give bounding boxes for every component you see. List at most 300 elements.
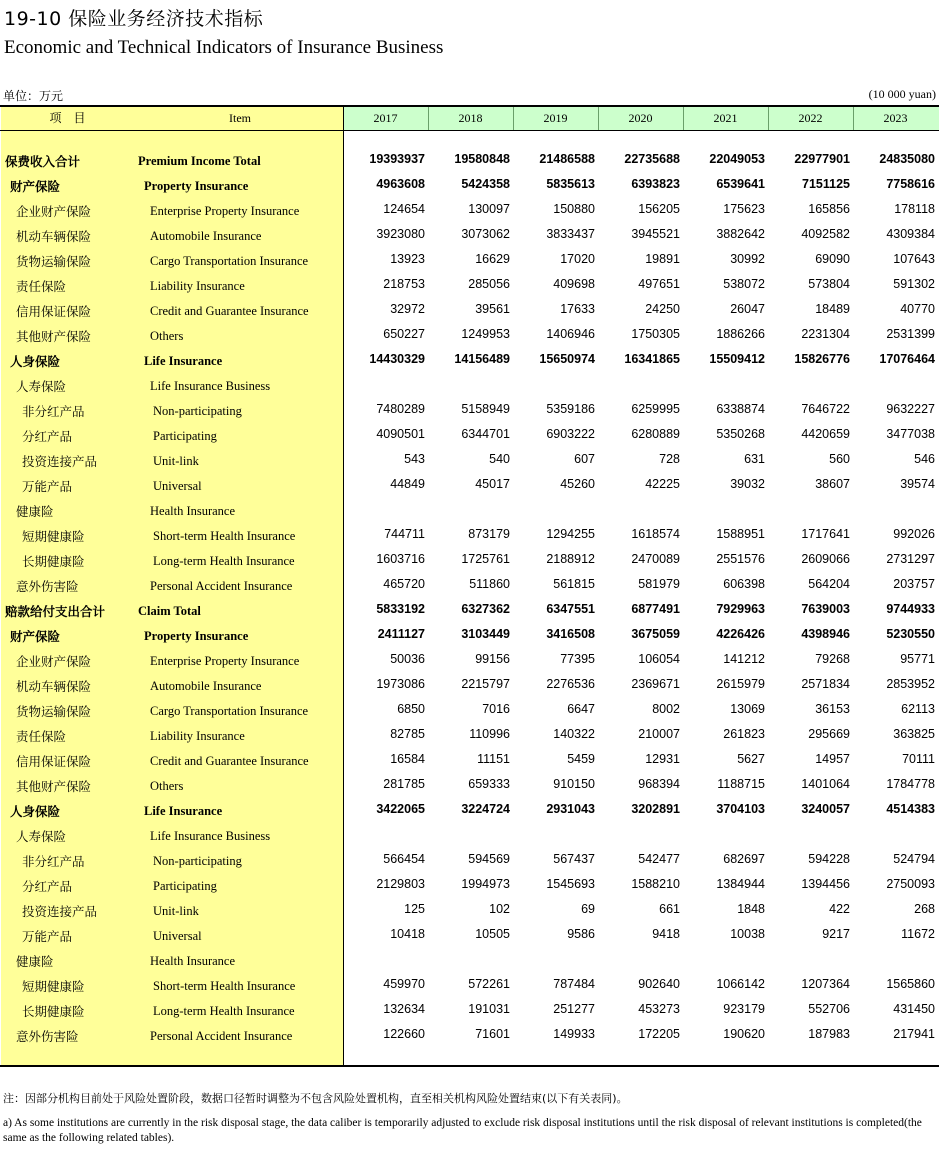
cell-2023: 3477038 [886,427,935,441]
row-label-cn: 长期健康险 [22,1004,85,1019]
row-label-cn: 意外伤害险 [16,1029,79,1044]
table-row [0,774,939,799]
cell-2021: 538072 [723,277,765,291]
row-label-cn: 机动车辆保险 [16,229,92,244]
header-column-divider [428,107,429,130]
cell-2021: 1886266 [716,327,765,341]
cell-2023: 992026 [893,527,935,541]
row-label-en: Participating [153,879,217,893]
cell-2020: 453273 [638,1002,680,1016]
cell-2022: 573804 [808,277,850,291]
header-column-divider [513,107,514,130]
cell-2022: 295669 [808,727,850,741]
cell-2023: 9744933 [886,602,935,616]
cell-2017: 4090501 [376,427,425,441]
row-label-cn: 人身保险 [10,354,61,369]
cell-2021: 22049053 [709,152,765,166]
cell-2021: 7929963 [716,602,765,616]
cell-2017: 124654 [383,202,425,216]
cell-2022: 7646722 [801,402,850,416]
table-row [0,649,939,674]
header-bottom-rule [0,130,939,131]
cell-2023: 2853952 [886,677,935,691]
cell-2022: 1401064 [801,777,850,791]
cell-2017: 50036 [390,652,425,666]
unit-label-cn: 单位：万元 [3,89,64,103]
cell-2022: 9217 [822,927,850,941]
cell-2022: 3240057 [801,802,850,816]
cell-2021: 3704103 [716,802,765,816]
row-label-en: Universal [153,929,202,943]
cell-2022: 14957 [815,752,850,766]
row-label-cn: 保费收入合计 [5,154,81,169]
cell-2021: 13069 [730,702,765,716]
cell-2020: 728 [659,452,680,466]
row-label-en: Health Insurance [150,954,236,968]
row-label-en: Enterprise Property Insurance [150,654,300,668]
cell-2020: 6877491 [631,602,680,616]
cell-2023: 1565860 [886,977,935,991]
cell-2023: 9632227 [886,402,935,416]
cell-2018: 659333 [468,777,510,791]
row-label-en: Short-term Health Insurance [153,979,296,993]
row-label-cn: 分红产品 [22,429,73,444]
cell-2023: 203757 [893,577,935,591]
cell-2020: 1588210 [631,877,680,891]
cell-2017: 744711 [384,527,425,541]
cell-2021: 6338874 [716,402,765,416]
row-label-en: Long-term Health Insurance [153,1004,295,1018]
row-label-cn: 万能产品 [22,929,73,944]
table-row [0,924,939,949]
row-label-cn: 分红产品 [22,879,73,894]
cell-2018: 5158949 [461,402,510,416]
row-label-cn: 短期健康险 [22,529,85,544]
cell-2020: 24250 [645,302,680,316]
cell-2023: 40770 [900,302,935,316]
cell-2021: 261823 [723,727,765,741]
row-label-en: Property Insurance [144,179,249,193]
cell-2021: 26047 [730,302,765,316]
cell-2021: 631 [744,452,765,466]
cell-2023: 217941 [893,1027,935,1041]
row-label-en: Others [150,329,184,343]
table-row [0,549,939,574]
cell-2021: 1384944 [716,877,765,891]
row-label-en: Cargo Transportation Insurance [150,704,309,718]
row-label-en: Non-participating [153,854,242,868]
cell-2022: 7151125 [802,177,850,191]
cell-2021: 10038 [730,927,765,941]
cell-2019: 3416508 [546,627,595,641]
cell-2017: 465720 [383,577,425,591]
cell-2021: 1066142 [716,977,765,991]
cell-2023: 363825 [893,727,935,741]
row-label-cn: 财产保险 [10,629,61,644]
cell-2021: 6539641 [716,177,765,191]
table-row [0,399,939,424]
cell-2018: 7016 [482,702,510,716]
row-label-cn: 其他财产保险 [16,779,92,794]
cell-2022: 2231304 [801,327,850,341]
header-item-cn: 项 目 [49,111,86,125]
cell-2019: 561815 [553,577,595,591]
cell-2021: 682697 [723,852,765,866]
row-label-cn: 财产保险 [10,179,61,194]
cell-2020: 22735688 [624,152,680,166]
cell-2022: 1394456 [801,877,850,891]
cell-2023: 4309384 [886,227,935,241]
cell-2023: 62113 [901,702,935,716]
cell-2020: 661 [659,902,680,916]
cell-2019: 2931043 [546,802,595,816]
row-label-cn: 责任保险 [16,729,67,744]
cell-2017: 566454 [383,852,425,866]
cell-2022: 1717641 [801,527,850,541]
table-row [0,499,939,524]
row-label-cn: 货物运输保险 [16,704,92,719]
cell-2017: 3422065 [376,802,425,816]
cell-2018: 540 [489,452,510,466]
cell-2018: 3073062 [461,227,510,241]
cell-2020: 3675059 [631,627,680,641]
table-row [0,999,939,1024]
cell-2019: 9586 [567,927,595,941]
cell-2017: 2411127 [377,627,425,641]
cell-2017: 125 [404,902,425,916]
cell-2023: 95771 [900,652,935,666]
cell-2018: 14156489 [454,352,510,366]
cell-2022: 22977901 [794,152,850,166]
cell-2023: 546 [914,452,935,466]
cell-2020: 210007 [638,727,680,741]
table-row [0,299,939,324]
row-label-cn: 其他财产保险 [16,329,92,344]
cell-2019: 567437 [553,852,595,866]
cell-2020: 12931 [645,752,680,766]
table-row [0,849,939,874]
cell-2018: 130097 [468,202,510,216]
cell-2020: 16341865 [624,352,680,366]
cell-2020: 8002 [652,702,680,716]
table-row [0,474,939,499]
row-label-cn: 信用保证保险 [16,754,92,769]
cell-2017: 1973086 [376,677,425,691]
row-label-en: Universal [153,479,202,493]
row-label-cn: 意外伤害险 [16,579,79,594]
table-row [0,174,939,199]
row-label-en: Non-participating [153,404,242,418]
header-item-en: Item [229,111,251,125]
cell-2019: 1406946 [546,327,595,341]
cell-2019: 77395 [560,652,595,666]
cell-2022: 7639003 [801,602,850,616]
row-label-en: Long-term Health Insurance [153,554,295,568]
cell-2022: 2571834 [801,677,850,691]
row-label-cn: 短期健康险 [22,979,85,994]
cell-2020: 42225 [645,477,680,491]
row-label-en: Personal Accident Insurance [150,579,293,593]
row-label-cn: 投资连接产品 [22,904,98,919]
cell-2021: 2551576 [716,552,765,566]
table-top-rule [0,105,939,107]
cell-2018: 6344701 [461,427,510,441]
table-row [0,349,939,374]
row-label-en: Credit and Guarantee Insurance [150,754,309,768]
table-row [0,749,939,774]
cell-2020: 19891 [645,252,680,266]
year-header-2020: 2020 [628,111,653,125]
cell-2022: 18489 [815,302,850,316]
table-row [0,324,939,349]
cell-2017: 7480289 [376,402,425,416]
table-row [0,199,939,224]
cell-2019: 6647 [567,702,595,716]
cell-2021: 923179 [723,1002,765,1016]
row-label-cn: 人身保险 [10,804,61,819]
cell-2017: 5833192 [376,602,425,616]
header-column-divider [853,107,854,130]
cell-2023: 2531399 [886,327,935,341]
row-label-en: Others [150,779,184,793]
table-row [0,949,939,974]
cell-2021: 39032 [730,477,765,491]
cell-2022: 38607 [815,477,850,491]
cell-2017: 10418 [390,927,425,941]
row-label-cn: 非分红产品 [22,854,85,869]
table-row [0,874,939,899]
cell-2022: 4092582 [801,227,850,241]
row-label-cn: 人寿保险 [16,379,67,394]
table-row [0,974,939,999]
cell-2020: 2470089 [631,552,680,566]
row-label-en: Life Insurance Business [150,379,271,393]
header-column-divider [598,107,599,130]
cell-2023: 178118 [894,202,935,216]
cell-2018: 3224724 [461,802,510,816]
table-row [0,249,939,274]
cell-2022: 594228 [808,852,850,866]
cell-2017: 14430329 [369,352,425,366]
cell-2023: 4514383 [886,802,935,816]
row-label-cn: 赔款给付支出合计 [5,604,106,619]
row-label-en: Unit-link [153,454,199,468]
cell-2021: 1588951 [716,527,765,541]
footnote-en: a) As some institutions are currently in the risk disposal stage, the data caliber is temporarily adjusted to exclude risk disposal institutions until the risk disposal of relevant institutions is completed(the same as the following related tables). [3,1117,922,1144]
cell-2023: 24835080 [879,152,935,166]
cell-2020: 902640 [638,977,680,991]
cell-2018: 1994973 [461,877,510,891]
cell-2019: 251277 [553,1002,595,1016]
cell-2020: 497651 [638,277,680,291]
row-label-en: Premium Income Total [138,154,261,168]
cell-2023: 431450 [893,1002,935,1016]
cell-2020: 3202891 [631,802,680,816]
cell-2021: 141212 [723,652,765,666]
cell-2020: 6280889 [631,427,680,441]
cell-2023: 268 [914,902,935,916]
table-row [0,224,939,249]
cell-2021: 5627 [737,752,765,766]
cell-2023: 591302 [893,277,935,291]
cell-2019: 149933 [553,1027,595,1041]
cell-2021: 1848 [737,902,765,916]
table-row [0,274,939,299]
cell-2022: 4420659 [801,427,850,441]
cell-2023: 7758616 [886,177,935,191]
row-label-cn: 投资连接产品 [22,454,98,469]
row-label-en: Participating [153,429,217,443]
cell-2019: 5459 [567,752,595,766]
cell-2017: 459970 [383,977,425,991]
cell-2023: 11672 [901,927,935,941]
cell-2018: 2215797 [461,677,510,691]
cell-2022: 422 [829,902,850,916]
cell-2019: 5359186 [546,402,595,416]
cell-2018: 285056 [468,277,510,291]
cell-2019: 1294255 [546,527,595,541]
table-row [0,824,939,849]
cell-2018: 45017 [475,477,510,491]
cell-2018: 3103449 [461,627,510,641]
cell-2018: 873179 [468,527,510,541]
cell-2018: 19580848 [454,152,510,166]
cell-2018: 110996 [469,727,510,741]
cell-2018: 191031 [468,1002,510,1016]
cell-2018: 11151 [477,752,510,766]
table-row [0,899,939,924]
cell-2020: 1618574 [631,527,680,541]
cell-2020: 968394 [638,777,680,791]
cell-2020: 9418 [652,927,680,941]
row-label-en: Automobile Insurance [150,679,262,693]
header-column-divider [768,107,769,130]
row-label-en: Life Insurance Business [150,829,271,843]
row-label-cn: 机动车辆保险 [16,679,92,694]
table-row [0,724,939,749]
row-label-en: Liability Insurance [150,279,245,293]
cell-2021: 15509412 [709,352,765,366]
cell-2017: 4963608 [376,177,425,191]
cell-2021: 175623 [723,202,765,216]
row-label-cn: 健康险 [16,504,54,519]
row-label-en: Personal Accident Insurance [150,1029,293,1043]
cell-2019: 2188912 [546,552,595,566]
table-bottom-rule [0,1065,939,1067]
table-row [0,1024,939,1049]
year-header-2019: 2019 [543,111,568,125]
year-header-2022: 2022 [798,111,823,125]
cell-2019: 45260 [560,477,595,491]
cell-2017: 2129803 [376,877,425,891]
row-label-en: Property Insurance [144,629,249,643]
row-label-cn: 非分红产品 [22,404,85,419]
cell-2023: 1784778 [886,777,935,791]
cell-2018: 511860 [469,577,510,591]
table-row [0,624,939,649]
cell-2017: 543 [404,452,425,466]
cell-2023: 39574 [900,477,935,491]
cell-2018: 99156 [475,652,510,666]
cell-2020: 581979 [638,577,680,591]
cell-2019: 2276536 [546,677,595,691]
cell-2018: 6327362 [461,602,510,616]
cell-2019: 787484 [553,977,595,991]
table-row [0,449,939,474]
cell-2019: 6903222 [546,427,595,441]
unit-label-en: (10 000 yuan) [868,87,936,101]
table-row [0,674,939,699]
cell-2021: 1188715 [717,777,765,791]
page-title-en: Economic and Technical Indicators of Insurance Business [4,37,444,58]
cell-2017: 44849 [390,477,425,491]
cell-2017: 13923 [390,252,425,266]
cell-2021: 5350268 [716,427,765,441]
table-row [0,524,939,549]
page-title-cn: 19-10 保险业务经济技术指标 [4,8,264,30]
cell-2018: 10505 [475,927,510,941]
cell-2019: 17633 [560,302,595,316]
cell-2020: 542477 [638,852,680,866]
cell-2018: 16629 [475,252,510,266]
cell-2020: 6393823 [631,177,680,191]
cell-2023: 2731297 [886,552,935,566]
row-label-cn: 健康险 [16,954,54,969]
year-header-2017: 2017 [373,111,398,125]
row-label-en: Unit-link [153,904,199,918]
cell-2022: 564204 [808,577,850,591]
cell-2022: 1207364 [801,977,850,991]
cell-2017: 32972 [390,302,425,316]
cell-2022: 552706 [808,1002,850,1016]
cell-2021: 4226426 [716,627,765,641]
cell-2019: 5835613 [546,177,595,191]
cell-2021: 30992 [730,252,765,266]
cell-2019: 409698 [553,277,595,291]
cell-2019: 69 [581,902,595,916]
row-label-en: Life Insurance [144,354,223,368]
year-header-2023: 2023 [883,111,908,125]
footnote-cn: 注：因部分机构目前处于风险处置阶段，数据口径暂时调整为不包含风险处置机构，直至相关机构风险处置结束(以下有关表同)。 [3,1092,628,1105]
cell-2018: 71601 [475,1027,510,1041]
cell-2019: 910150 [553,777,595,791]
cell-2020: 6259995 [631,402,680,416]
cell-2017: 16584 [390,752,425,766]
cell-2017: 122660 [383,1027,425,1041]
cell-2020: 3945521 [631,227,680,241]
cell-2023: 17076464 [879,352,935,366]
cell-2020: 2369671 [631,677,680,691]
row-label-cn: 信用保证保险 [16,304,92,319]
cell-2022: 187983 [808,1027,850,1041]
cell-2022: 165856 [808,202,850,216]
table-row [0,599,939,624]
table-row [0,374,939,399]
row-label-cn: 长期健康险 [22,554,85,569]
cell-2017: 3923080 [376,227,425,241]
cell-2023: 5230550 [886,627,935,641]
cell-2018: 39561 [475,302,510,316]
cell-2017: 19393937 [369,152,425,166]
table-row [0,699,939,724]
cell-2018: 572261 [468,977,510,991]
cell-2018: 1725761 [461,552,510,566]
row-label-en: Cargo Transportation Insurance [150,254,309,268]
cell-2017: 281785 [383,777,425,791]
cell-2021: 3882642 [716,227,765,241]
row-label-cn: 责任保险 [16,279,67,294]
cell-2022: 15826776 [794,352,850,366]
